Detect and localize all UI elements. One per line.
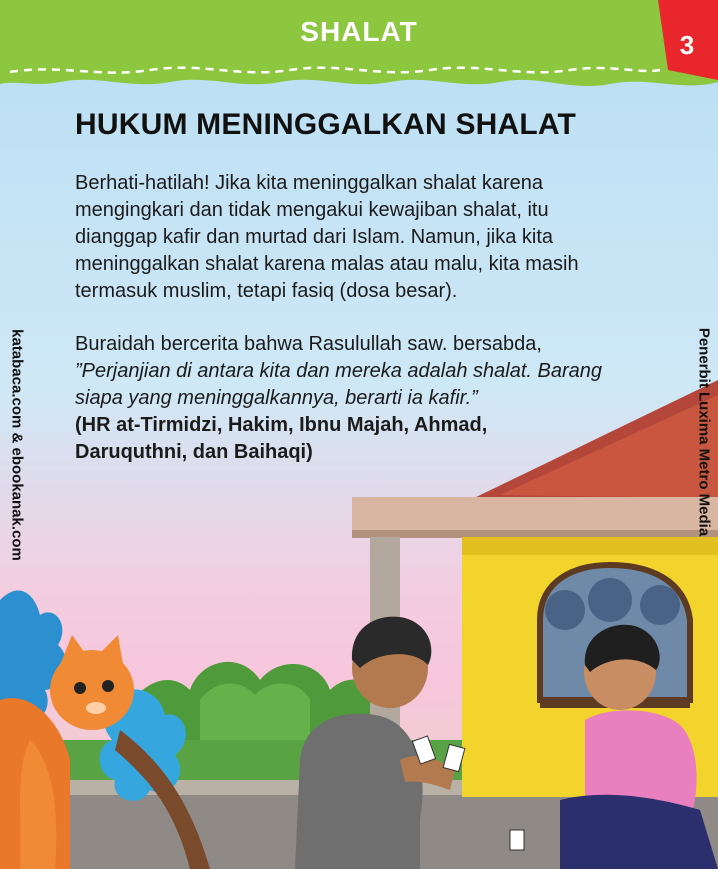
text-line: Berhati-hatilah! Jika kita meninggalkan shalat karena (75, 172, 544, 194)
hadith-intro: Buraidah bercerita bahwa Rasulullah saw. bersabda, (75, 333, 542, 355)
side-credit-right: Penerbit Luxima Metro Media (695, 327, 713, 537)
hadith-reference-line: Daruquthni, dan Baihaqi) (75, 441, 313, 463)
paragraph-1 (75, 170, 665, 305)
text-line: mengingkari dan tidak mengakui kewajiban shalat, itu (75, 199, 549, 221)
paragraph-2 (75, 331, 665, 466)
text-line: dianggap kafir dan murtad dari Islam. Namun, jika kita (75, 226, 554, 248)
article (75, 108, 665, 466)
hadith-quote-line: siapa yang meninggalkannya, berarti ia kafir.” (75, 387, 478, 409)
chapter-title: SHALAT (300, 16, 418, 47)
side-credit-left: katabaca.com & ebookanak.com (8, 329, 26, 561)
hadith-quote-line: ”Perjanjian di antara kita dan mereka adalah shalat. Barang (75, 360, 602, 382)
page-title: HUKUM MENINGGALKAN SHALAT (75, 108, 577, 141)
header (0, 0, 718, 92)
text-line: meninggalkan shalat karena malas atau malu, kita masih (75, 253, 579, 275)
text-line: termasuk muslim, tetapi fasiq (dosa besar). (75, 280, 458, 302)
hadith-reference-line: (HR at-Tirmidzi, Hakim, Ibnu Majah, Ahmad, (75, 414, 488, 436)
page-number: 3 (679, 30, 695, 60)
